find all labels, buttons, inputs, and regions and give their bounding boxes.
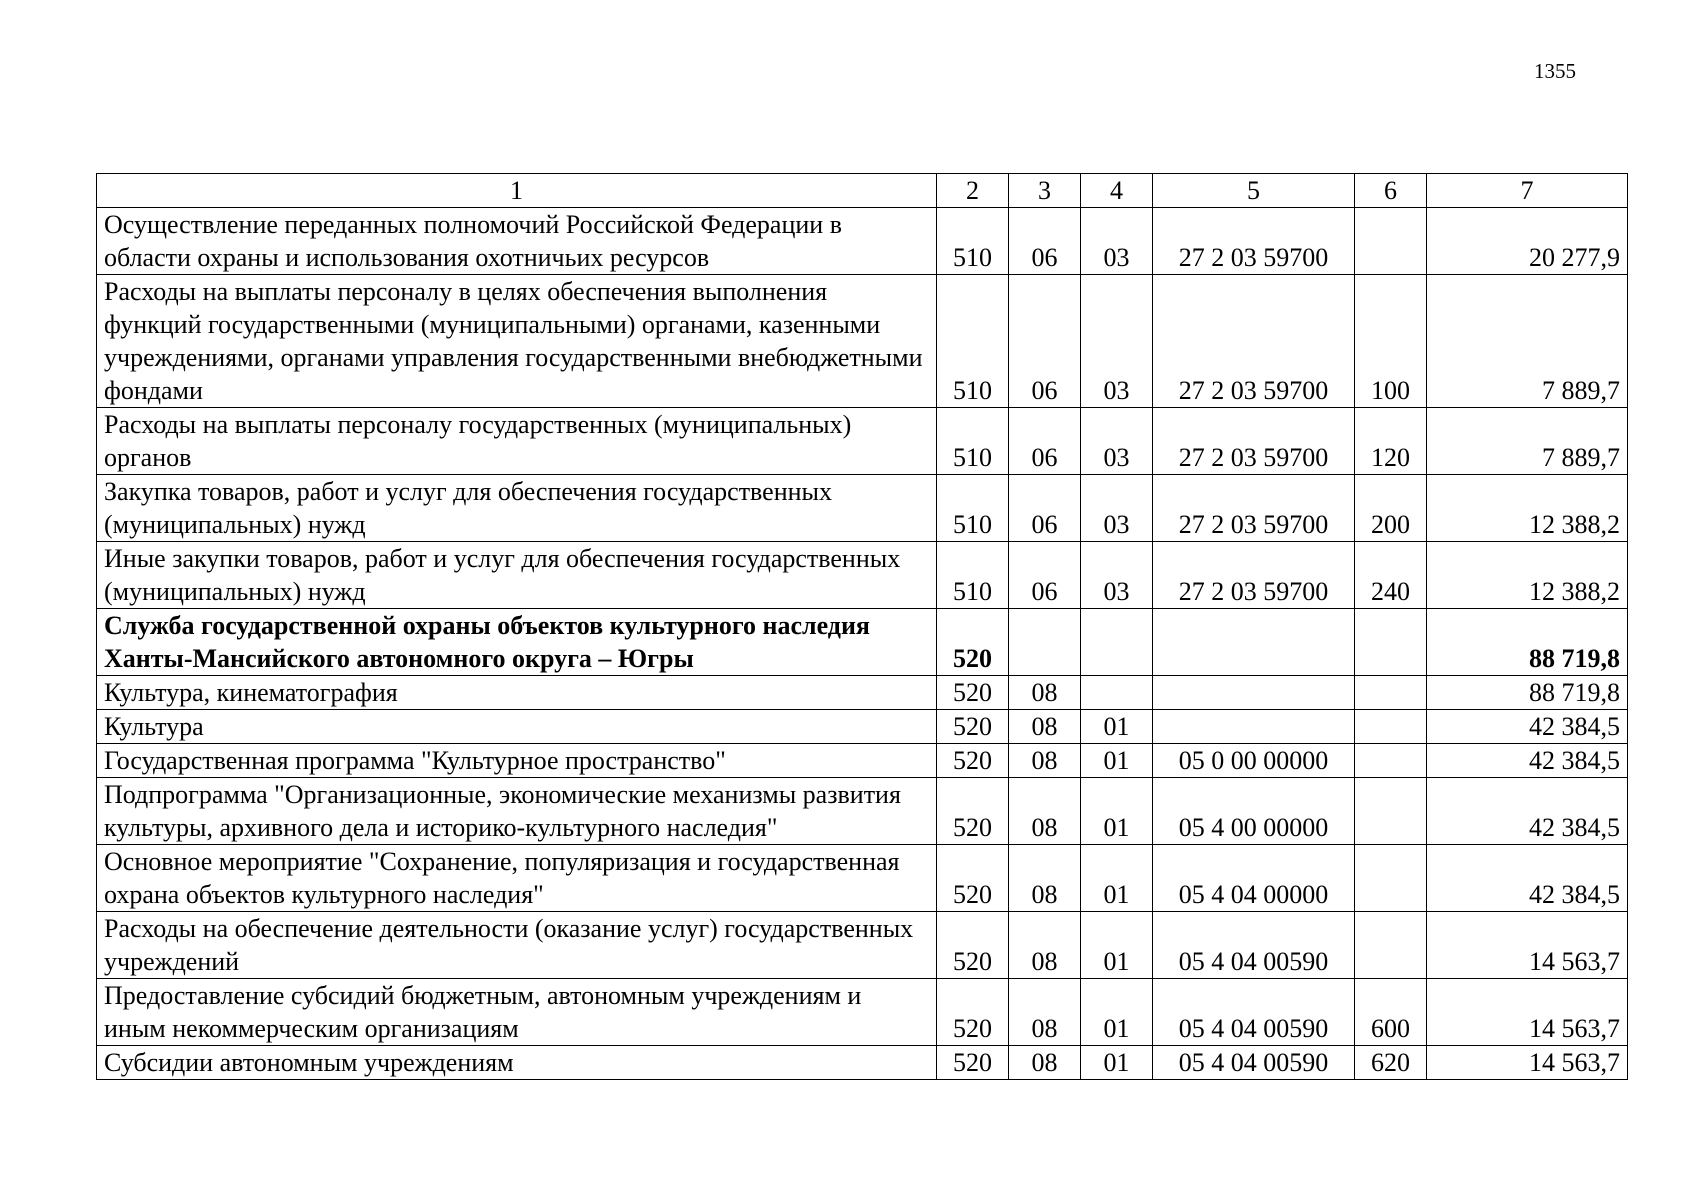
row-admin-code-cell: 520 bbox=[937, 744, 1009, 778]
row-section-cell: 06 bbox=[1009, 475, 1081, 542]
row-amount-cell: 12 388,2 bbox=[1427, 475, 1628, 542]
row-admin-code-cell: 520 bbox=[937, 676, 1009, 710]
row-subsection-cell: 03 bbox=[1081, 275, 1153, 408]
row-section-cell: 08 bbox=[1009, 912, 1081, 979]
row-subsection-cell: 03 bbox=[1081, 208, 1153, 275]
row-name-cell: Подпрограмма "Организационные, экономические механизмы развития культуры, архивного дела и историко-культурного наследия" bbox=[97, 778, 937, 845]
row-target-item-cell: 05 4 00 00000 bbox=[1153, 778, 1355, 845]
row-amount-cell: 14 563,7 bbox=[1427, 1046, 1628, 1080]
row-section-cell: 08 bbox=[1009, 778, 1081, 845]
row-admin-code-cell: 520 bbox=[937, 845, 1009, 912]
row-name-cell: Осуществление переданных полномочий Российской Федерации в области охраны и использования охотничьих ресурсов bbox=[97, 208, 937, 275]
row-target-item-cell: 05 4 04 00590 bbox=[1153, 912, 1355, 979]
header-cell-1: 1 bbox=[97, 174, 937, 208]
header-cell-5: 5 bbox=[1153, 174, 1355, 208]
page-number: 1355 bbox=[1534, 59, 1576, 83]
row-target-item-cell bbox=[1153, 609, 1355, 676]
table-row bbox=[97, 676, 1628, 710]
row-name-cell: Иные закупки товаров, работ и услуг для обеспечения государственных (муниципальных) нужд bbox=[97, 542, 937, 609]
table-row bbox=[97, 744, 1628, 778]
table-row bbox=[97, 778, 1628, 845]
row-admin-code-cell: 520 bbox=[937, 979, 1009, 1046]
row-expense-type-cell bbox=[1355, 676, 1427, 710]
row-expense-type-cell bbox=[1355, 845, 1427, 912]
row-target-item-cell: 27 2 03 59700 bbox=[1153, 475, 1355, 542]
row-admin-code-cell: 520 bbox=[937, 710, 1009, 744]
row-admin-code-cell: 520 bbox=[937, 912, 1009, 979]
row-name-cell: Государственная программа "Культурное пространство" bbox=[97, 744, 937, 778]
table-row bbox=[97, 408, 1628, 475]
row-amount-cell: 20 277,9 bbox=[1427, 208, 1628, 275]
row-subsection-cell: 03 bbox=[1081, 475, 1153, 542]
row-target-item-cell: 05 0 00 00000 bbox=[1153, 744, 1355, 778]
table-body bbox=[97, 174, 1628, 1080]
budget-table bbox=[96, 173, 1628, 1080]
row-admin-code-cell: 510 bbox=[937, 208, 1009, 275]
row-section-cell: 06 bbox=[1009, 542, 1081, 609]
row-name-cell: Расходы на выплаты персоналу государственных (муниципальных) органов bbox=[97, 408, 937, 475]
row-target-item-cell: 27 2 03 59700 bbox=[1153, 208, 1355, 275]
row-expense-type-cell: 620 bbox=[1355, 1046, 1427, 1080]
table-row bbox=[97, 845, 1628, 912]
row-name-cell: Культура bbox=[97, 710, 937, 744]
row-name-cell: Предоставление субсидий бюджетным, автономным учреждениям и иным некоммерческим организациям bbox=[97, 979, 937, 1046]
row-admin-code-cell: 510 bbox=[937, 475, 1009, 542]
row-expense-type-cell bbox=[1355, 912, 1427, 979]
row-amount-cell: 42 384,5 bbox=[1427, 744, 1628, 778]
row-section-cell: 08 bbox=[1009, 710, 1081, 744]
row-subsection-cell: 01 bbox=[1081, 744, 1153, 778]
row-name-cell: Основное мероприятие "Сохранение, популяризация и государственная охрана объектов культурного наследия" bbox=[97, 845, 937, 912]
row-section-cell: 08 bbox=[1009, 1046, 1081, 1080]
row-section-cell: 08 bbox=[1009, 979, 1081, 1046]
table-row bbox=[97, 912, 1628, 979]
row-admin-code-cell: 510 bbox=[937, 408, 1009, 475]
row-admin-code-cell: 510 bbox=[937, 275, 1009, 408]
row-admin-code-cell: 520 bbox=[937, 1046, 1009, 1080]
row-expense-type-cell bbox=[1355, 208, 1427, 275]
row-subsection-cell: 01 bbox=[1081, 979, 1153, 1046]
table-row bbox=[97, 542, 1628, 609]
row-amount-cell: 88 719,8 bbox=[1427, 676, 1628, 710]
row-subsection-cell: 01 bbox=[1081, 912, 1153, 979]
row-subsection-cell: 01 bbox=[1081, 845, 1153, 912]
row-name-cell: Служба государственной охраны объектов культурного наследия Ханты-Мансийского автономного округа – Югры bbox=[97, 609, 937, 676]
table-row bbox=[97, 275, 1628, 408]
row-subsection-cell: 03 bbox=[1081, 408, 1153, 475]
row-amount-cell: 12 388,2 bbox=[1427, 542, 1628, 609]
row-section-cell: 06 bbox=[1009, 208, 1081, 275]
row-amount-cell: 14 563,7 bbox=[1427, 979, 1628, 1046]
row-expense-type-cell bbox=[1355, 710, 1427, 744]
row-admin-code-cell: 520 bbox=[937, 609, 1009, 676]
row-section-cell: 08 bbox=[1009, 845, 1081, 912]
row-amount-cell: 88 719,8 bbox=[1427, 609, 1628, 676]
row-target-item-cell: 05 4 04 00590 bbox=[1153, 979, 1355, 1046]
header-cell-6: 6 bbox=[1355, 174, 1427, 208]
table-row bbox=[97, 979, 1628, 1046]
row-section-cell: 06 bbox=[1009, 275, 1081, 408]
row-amount-cell: 42 384,5 bbox=[1427, 710, 1628, 744]
row-name-cell: Расходы на обеспечение деятельности (оказание услуг) государственных учреждений bbox=[97, 912, 937, 979]
header-cell-2: 2 bbox=[937, 174, 1009, 208]
row-expense-type-cell bbox=[1355, 744, 1427, 778]
row-target-item-cell: 27 2 03 59700 bbox=[1153, 275, 1355, 408]
row-subsection-cell bbox=[1081, 609, 1153, 676]
row-section-cell bbox=[1009, 609, 1081, 676]
row-expense-type-cell: 240 bbox=[1355, 542, 1427, 609]
row-amount-cell: 42 384,5 bbox=[1427, 845, 1628, 912]
row-target-item-cell: 05 4 04 00000 bbox=[1153, 845, 1355, 912]
row-expense-type-cell bbox=[1355, 778, 1427, 845]
row-name-cell: Субсидии автономным учреждениям bbox=[97, 1046, 937, 1080]
row-target-item-cell: 05 4 04 00590 bbox=[1153, 1046, 1355, 1080]
row-amount-cell: 14 563,7 bbox=[1427, 912, 1628, 979]
row-target-item-cell: 27 2 03 59700 bbox=[1153, 542, 1355, 609]
row-expense-type-cell: 200 bbox=[1355, 475, 1427, 542]
header-cell-3: 3 bbox=[1009, 174, 1081, 208]
row-subsection-cell: 01 bbox=[1081, 778, 1153, 845]
table-row bbox=[97, 208, 1628, 275]
table-row bbox=[97, 475, 1628, 542]
row-expense-type-cell bbox=[1355, 609, 1427, 676]
row-amount-cell: 7 889,7 bbox=[1427, 275, 1628, 408]
row-name-cell: Расходы на выплаты персоналу в целях обеспечения выполнения функций государственными (муниципальными) органами, казенными учреждениями, органами управления государственными внебюджетными фондами bbox=[97, 275, 937, 408]
table-row bbox=[97, 609, 1628, 676]
row-expense-type-cell: 100 bbox=[1355, 275, 1427, 408]
row-target-item-cell bbox=[1153, 710, 1355, 744]
row-subsection-cell bbox=[1081, 676, 1153, 710]
row-target-item-cell: 27 2 03 59700 bbox=[1153, 408, 1355, 475]
row-name-cell: Закупка товаров, работ и услуг для обеспечения государственных (муниципальных) нужд bbox=[97, 475, 937, 542]
row-expense-type-cell: 120 bbox=[1355, 408, 1427, 475]
row-amount-cell: 7 889,7 bbox=[1427, 408, 1628, 475]
row-admin-code-cell: 510 bbox=[937, 542, 1009, 609]
row-subsection-cell: 01 bbox=[1081, 710, 1153, 744]
table-row bbox=[97, 1046, 1628, 1080]
row-subsection-cell: 03 bbox=[1081, 542, 1153, 609]
table-row bbox=[97, 710, 1628, 744]
row-section-cell: 08 bbox=[1009, 744, 1081, 778]
row-section-cell: 06 bbox=[1009, 408, 1081, 475]
row-name-cell: Культура, кинематография bbox=[97, 676, 937, 710]
row-admin-code-cell: 520 bbox=[937, 778, 1009, 845]
row-subsection-cell: 01 bbox=[1081, 1046, 1153, 1080]
header-cell-7: 7 bbox=[1427, 174, 1628, 208]
header-cell-4: 4 bbox=[1081, 174, 1153, 208]
header-row bbox=[97, 174, 1628, 208]
row-amount-cell: 42 384,5 bbox=[1427, 778, 1628, 845]
row-section-cell: 08 bbox=[1009, 676, 1081, 710]
row-target-item-cell bbox=[1153, 676, 1355, 710]
row-expense-type-cell: 600 bbox=[1355, 979, 1427, 1046]
